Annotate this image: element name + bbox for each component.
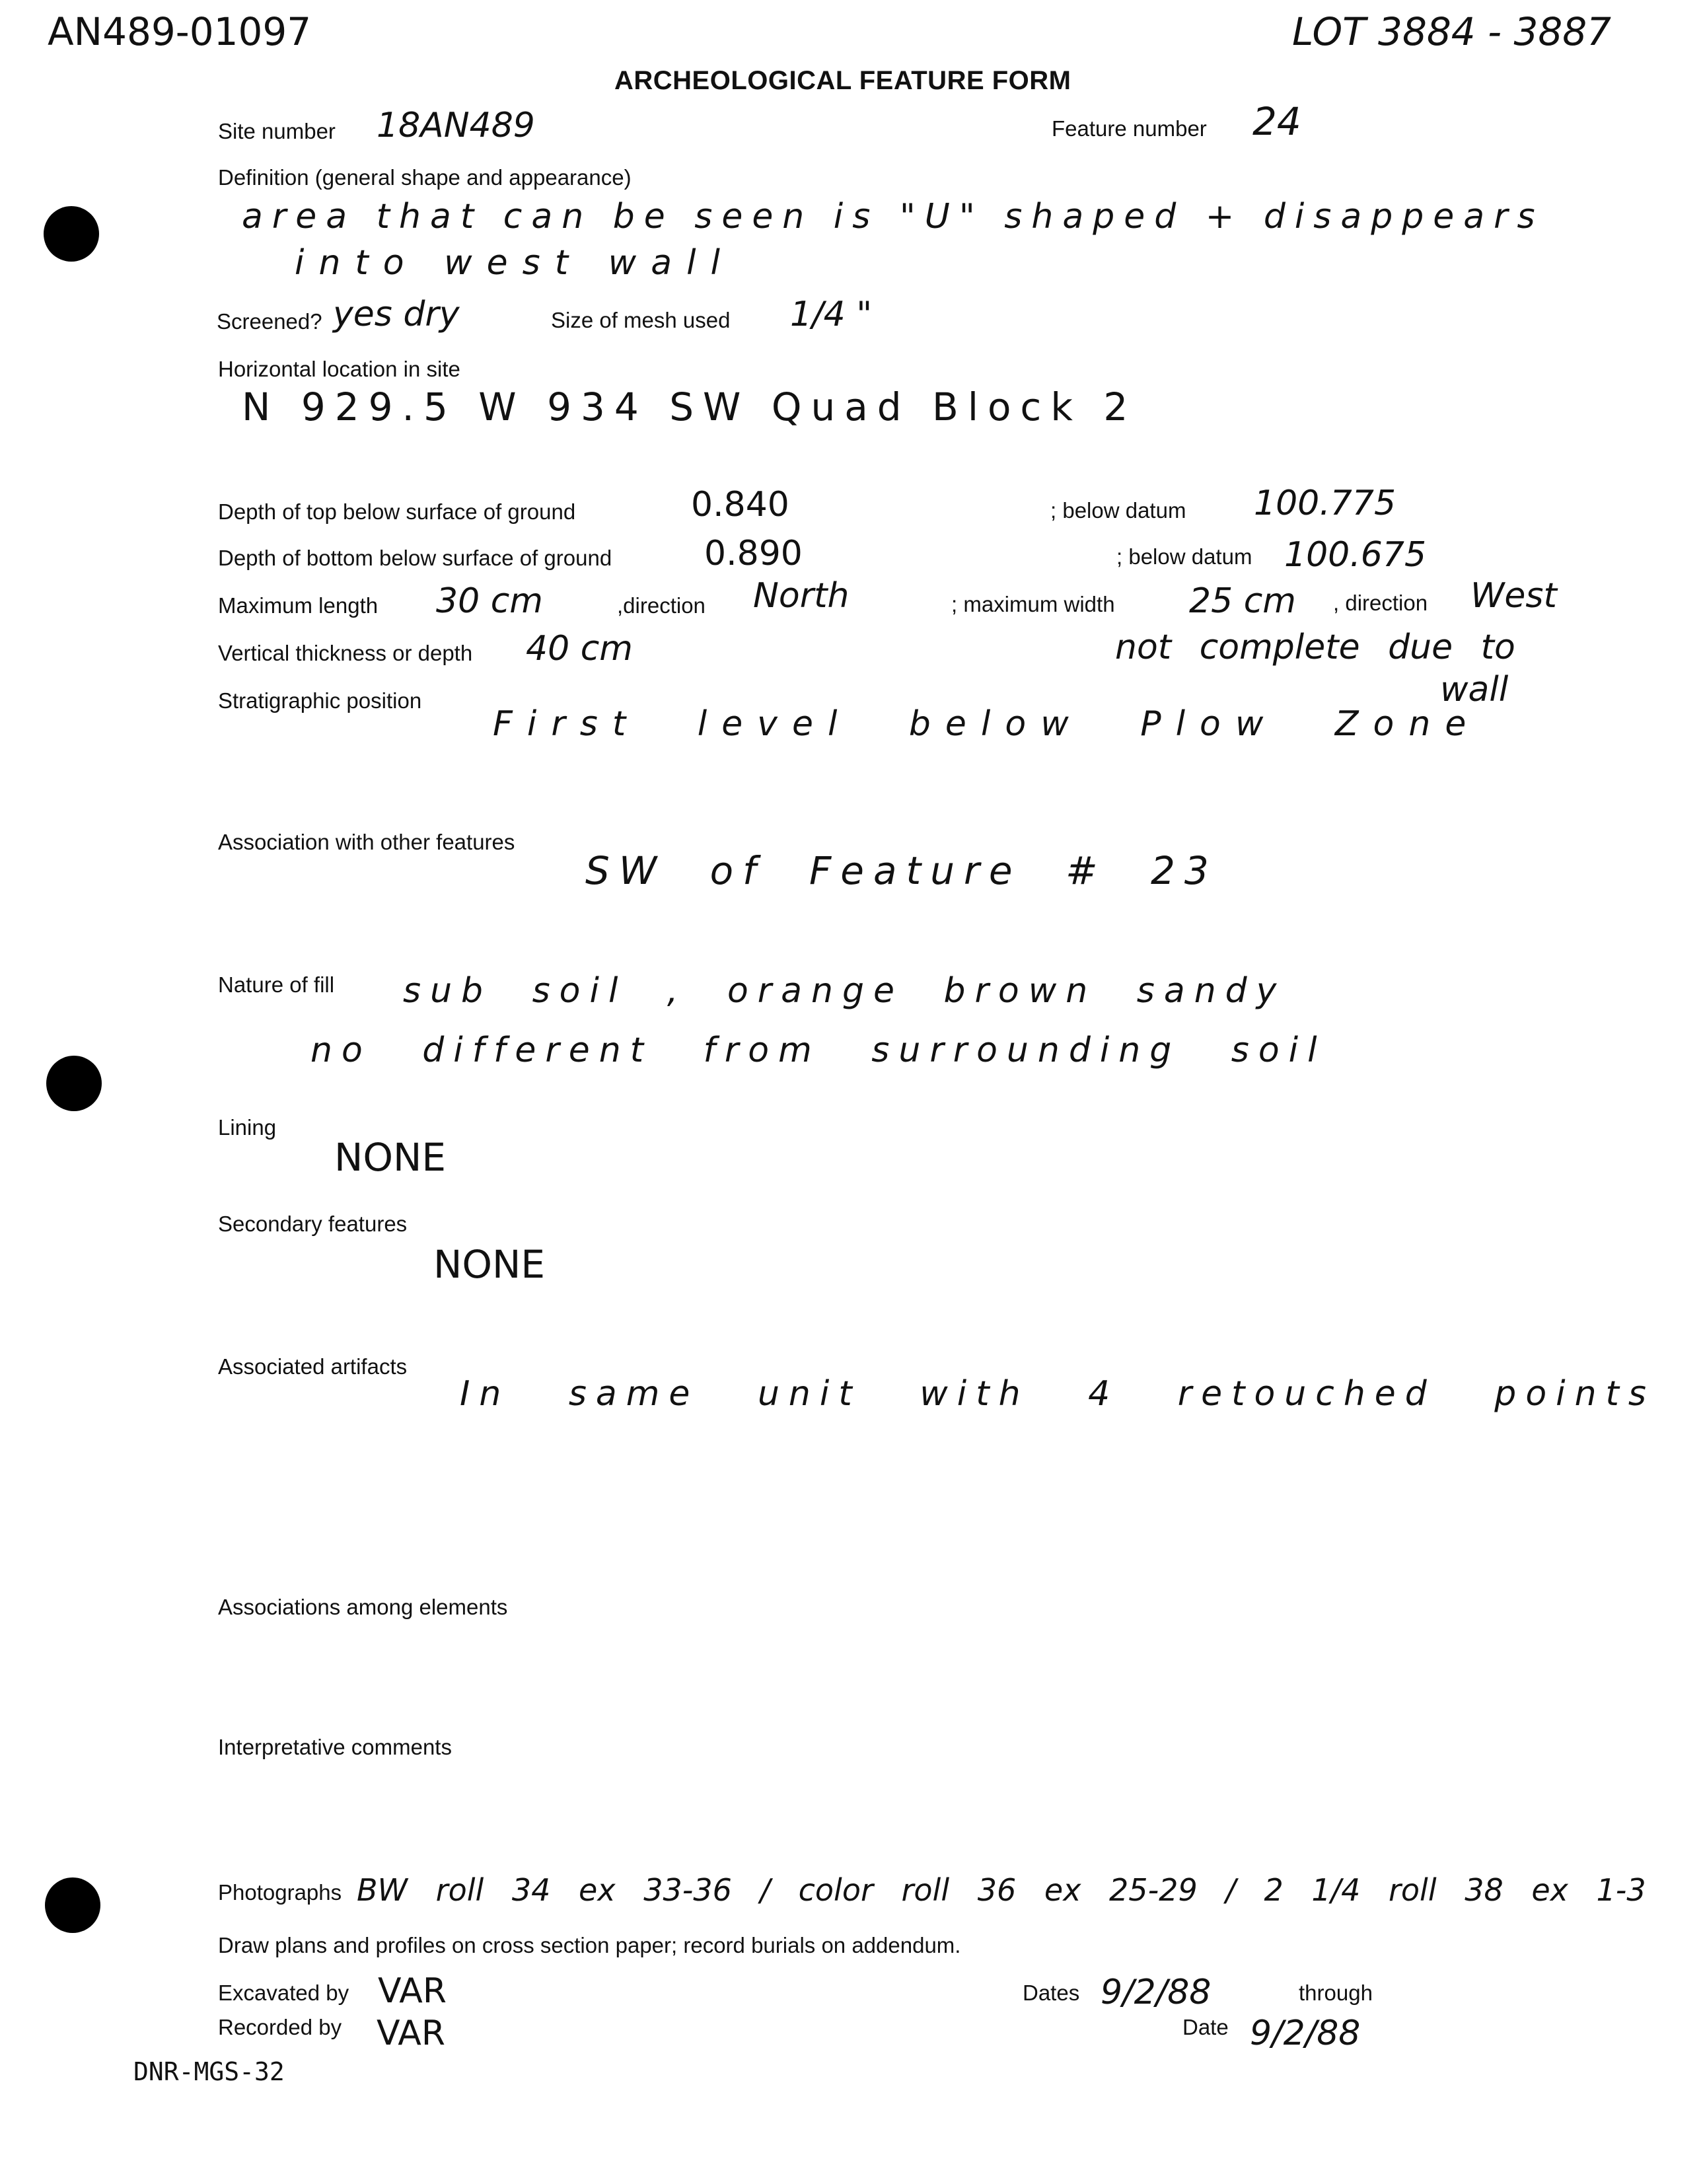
stratigraphic-label: Stratigraphic position — [218, 688, 422, 713]
max-length-label: Maximum length — [218, 593, 379, 618]
lot-number: LOT 3884 - 3887 — [1292, 9, 1612, 54]
site-number-label: Site number — [218, 119, 336, 143]
depth-top-datum-label: ; below datum — [1050, 498, 1186, 523]
fill-label: Nature of fill — [218, 972, 335, 997]
document-id: AN489-01097 — [48, 9, 312, 54]
fill-line-1: sub soil , orange brown sandy — [403, 971, 1286, 1011]
punch-hole-bottom — [45, 1877, 100, 1933]
lining-label: Lining — [218, 1115, 277, 1140]
depth-top-datum-value: 100.775 — [1254, 484, 1396, 523]
depth-bottom-value: 0.890 — [704, 534, 803, 573]
depth-top-label: Depth of top below surface of ground — [218, 499, 576, 524]
max-length-direction-value: North — [753, 576, 850, 616]
recorded-by-value: VAR — [377, 2014, 445, 2053]
max-width-label: ; maximum width — [951, 592, 1115, 616]
vertical-note-line-2: wall — [1440, 670, 1509, 710]
vertical-note-line-1: not complete due to — [1115, 628, 1515, 667]
photographs-value: BW roll 34 ex 33-36 / color roll 36 ex 25-29 / 2 1/4 roll 38 ex 1-3 — [357, 1872, 1646, 1908]
mesh-size-label: Size of mesh used — [551, 308, 731, 332]
definition-label: Definition (general shape and appearance) — [218, 165, 632, 190]
interpretative-comments-label: Interpretative comments — [218, 1735, 452, 1759]
association-value: SW of Feature # 23 — [585, 848, 1218, 893]
excavated-by-value: VAR — [378, 1971, 447, 2011]
associated-artifacts-value: In same unit with 4 retouched points — [460, 1374, 1656, 1414]
mesh-size-value: 1/4 " — [790, 295, 873, 334]
definition-line-1: area that can be seen is "U" shaped + disappears — [242, 197, 1544, 237]
max-length-direction-label: ,direction — [617, 593, 706, 618]
depth-top-value: 0.840 — [691, 485, 789, 525]
vertical-thickness-value: 40 cm — [526, 629, 633, 669]
depth-bottom-label: Depth of bottom below surface of ground — [218, 546, 612, 570]
max-width-direction-value: West — [1470, 576, 1557, 616]
lining-value: NONE — [334, 1135, 447, 1180]
horizontal-location-value: N 929.5 W 934 SW Quad Block 2 — [242, 384, 1138, 429]
dates-value: 9/2/88 — [1101, 1973, 1212, 2012]
site-number-value: 18AN489 — [377, 106, 535, 145]
screened-label: Screened? — [217, 309, 322, 334]
fill-line-2: no different from surrounding soil — [310, 1031, 1326, 1070]
associated-artifacts-label: Associated artifacts — [218, 1354, 408, 1379]
vertical-thickness-label: Vertical thickness or depth — [218, 641, 473, 665]
instructions-text: Draw plans and profiles on cross section paper; record burials on addendum. — [218, 1933, 961, 1957]
date-value: 9/2/88 — [1250, 2014, 1361, 2053]
max-length-value: 30 cm — [436, 581, 543, 621]
feature-number-value: 24 — [1252, 99, 1301, 144]
date-label: Date — [1182, 2015, 1229, 2039]
dates-through-label: through — [1299, 1981, 1373, 2005]
secondary-features-label: Secondary features — [218, 1212, 408, 1236]
recorded-by-label: Recorded by — [218, 2015, 342, 2039]
max-width-value: 25 cm — [1189, 581, 1296, 621]
feature-number-label: Feature number — [1052, 116, 1207, 141]
definition-line-2: into west wall — [295, 243, 735, 283]
screened-value: yes dry — [333, 295, 460, 334]
form-title: ARCHEOLOGICAL FEATURE FORM — [614, 66, 1071, 95]
associations-among-elements-label: Associations among elements — [218, 1595, 508, 1619]
depth-bottom-datum-value: 100.675 — [1284, 535, 1427, 575]
punch-hole-middle — [46, 1056, 102, 1111]
secondary-features-value: NONE — [433, 1242, 546, 1287]
excavated-by-label: Excavated by — [218, 1981, 349, 2005]
max-width-direction-label: , direction — [1333, 591, 1428, 615]
association-label: Association with other features — [218, 830, 515, 854]
dates-label: Dates — [1023, 1981, 1080, 2005]
horizontal-location-label: Horizontal location in site — [218, 357, 460, 381]
photographs-label: Photographs — [218, 1880, 342, 1905]
form-code: DNR-MGS-32 — [133, 2057, 285, 2086]
depth-bottom-datum-label: ; below datum — [1116, 544, 1252, 569]
stratigraphic-value: First level below Plow Zone — [493, 704, 1481, 744]
punch-hole-top — [44, 206, 99, 262]
